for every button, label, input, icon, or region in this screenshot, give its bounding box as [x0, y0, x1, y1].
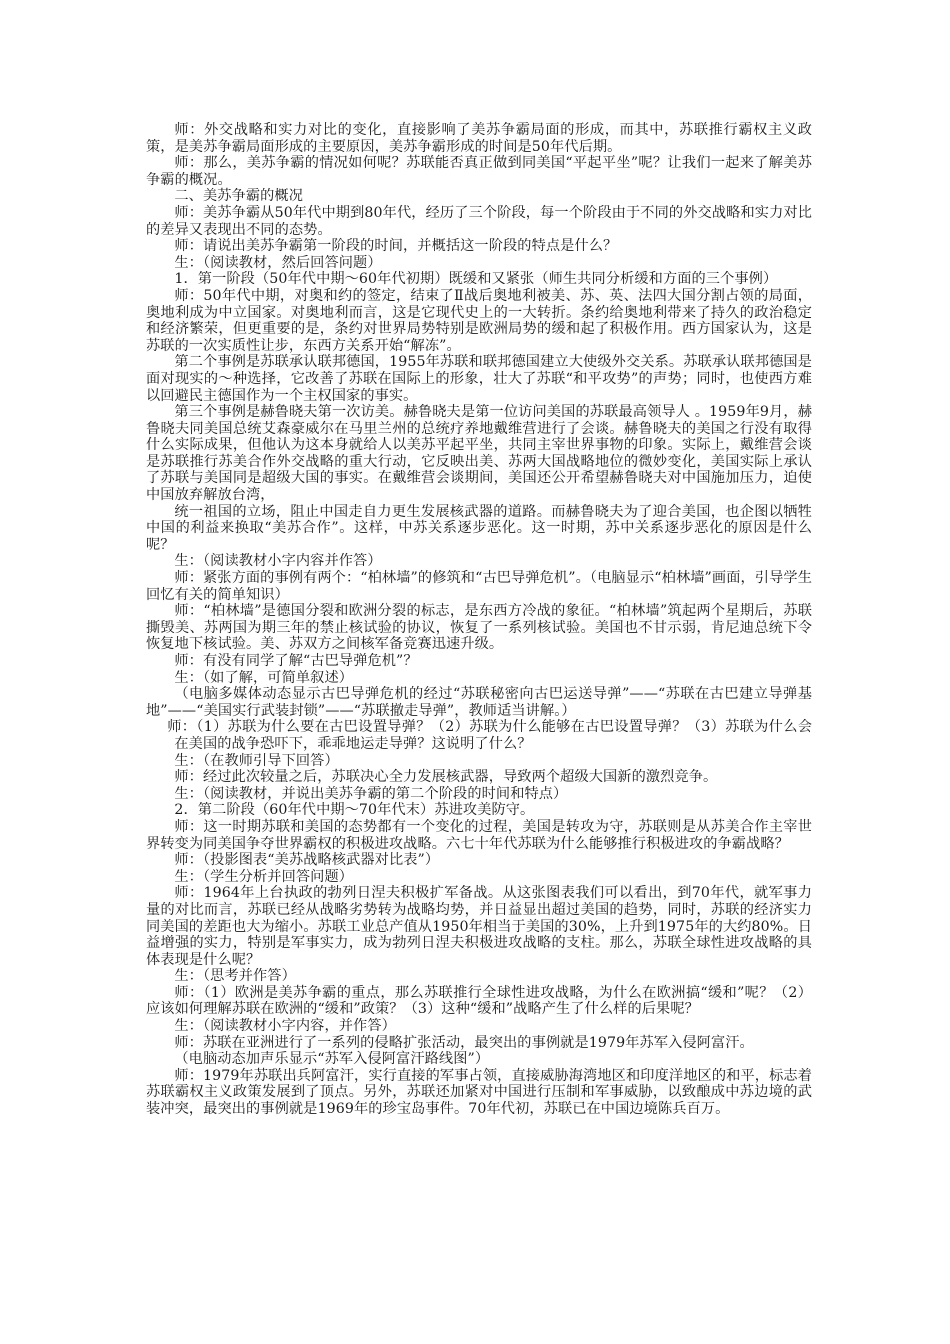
section-heading: 二、美苏争霸的概况 — [174, 188, 303, 205]
document-body — [146, 122, 812, 1118]
paragraph: （电脑多媒体动态显示古巴导弹危机的经过“苏联秘密向古巴运送导弹”——“苏联在古巴建立导弹基地”——“美国实行武装封锁”——“苏联撤走导弹”，教师适当讲解。） — [146, 686, 812, 719]
paragraph: 师：美苏争霸从50年代中期到80年代，经历了三个阶段，每一个阶段由于不同的外交战略和实力对比的差异又表现出不同的态势。 — [146, 204, 812, 238]
paragraph: 师：请说出美苏争霸第一阶段的时间，并概括这一阶段的特点是什么？ — [174, 238, 618, 255]
paragraph: 师：紧张方面的事例有两个：“柏林墙”的修筑和“古巴导弹危机”。（电脑显示“柏林墙”画面，引导学生回忆有关的简单知识） — [146, 570, 812, 603]
paragraph: 师：1979年苏联出兵阿富汗，实行直接的军事占领，直接威胁海湾地区和印度洋地区的和平，标志着苏联霸权主义政策发展到了顶点。另外，苏联还加紧对中国进行压制和军事威胁，以致酿成中苏边境的武装冲突，最突出的事例就是1969年的珍宝岛事件。70年代初，苏联已在中国边境陈兵百万。 — [146, 1067, 812, 1118]
paragraph: 生：（阅读教材小字内容，并作答） — [174, 1018, 396, 1035]
subsection-heading: 2．第二阶段（60年代中期～70年代末）苏进攻美防守。 — [174, 802, 535, 819]
paragraph: 第三个事例是赫鲁晓夫第一次访美。赫鲁晓夫是第一位访问美国的苏联最高领导人 。1959年9月，赫鲁晓夫同美国总统艾森豪威尔在马里兰州的总统疗养地戴维营进行了会谈。赫鲁晓夫的美国之行没有取得什么实际成果，但他认为这本身就给人以美苏平起平坐，共同主宰世界事物的印象。实际上，戴维营会谈是苏联推行苏美合作外交战略的重大行动，它反映出美、苏两大国战略地位的微妙变化，美国实际上承认了苏联与美国同是超级大国的事实。在戴维营会谈期间，美国还公开希望赫鲁晓夫对中国施加压力，迫使中国放弃解放台湾， — [146, 404, 812, 504]
paragraph: 师：外交战略和实力对比的变化，直接影响了美苏争霸局面的形成，而其中，苏联推行霸权主义政策，是美苏争霸局面形成的主要原因，美苏争霸形成的时间是50年代后期。 — [146, 122, 812, 155]
paragraph: 生：（阅读教材，并说出美苏争霸的第二个阶段的时间和特点） — [174, 785, 568, 802]
paragraph: 师：1964年上台执政的勃列日涅夫积极扩军备战。从这张图表我们可以看出，到70年代，就军事力量的对比而言，苏联已经从战略劣势转为战略均势，并日益显出超过美国的趋势，同时，苏联的经济实力同美国的差距也大为缩小。苏联工业总产值从1950年相当于美国的30%，上升到1975年的大约80%。日益增强的实力，特别是军事实力，成为勃列日涅夫积极进攻战略的支柱。那么，苏联全球性进攻战略的具体表现是什么呢？ — [146, 885, 812, 968]
paragraph: 师：50年代中期，对奥和约的签定，结束了Ⅱ战后奥地利被美、苏、英、法四大国分割占领的局面，奥地利成为中立国家。对奥地利而言，这是它现代史上的一大转折。条约给奥地利带来了持久的政治稳定和经济繁荣，但更重要的是，条约对世界局势特别是欧洲局势的缓和起了积极作用。西方国家认为，这是苏联的一次实质性让步，东西方关系开始“解冻”。 — [146, 287, 812, 354]
subsection-heading: 1．第一阶段（50年代中期～60年代初期）既缓和又紧张（师生共同分析缓和方面的三个事例） — [174, 271, 778, 288]
paragraph: 生：（阅读教材小字内容并作答） — [174, 553, 382, 570]
paragraph: 师：经过此次较量之后，苏联决心全力发展核武器，导致两个超级大国新的激烈竞争。 — [174, 769, 718, 786]
paragraph: 师：（1）苏联为什么要在古巴设置导弹？（2）苏联为什么能够在古巴设置导弹？（3）苏联为什么会在美国的战争恐吓下，乖乖地运走导弹？这说明了什么？ — [167, 719, 812, 752]
paragraph: 师：那么，美苏争霸的情况如何呢？苏联能否真正做到同美国“平起平坐”呢？让我们一起来了解美苏争霸的概况。 — [146, 155, 812, 188]
paragraph: 第二个事例是苏联承认联邦德国，1955年苏联和联邦德国建立大使级外交关系。苏联承认联邦德国是面对现实的～种选择，它改善了苏联在国际上的形象，壮大了苏联“和平攻势”的声势；同时，也使西方难以回避民主德国作为一个主权国家的事实。 — [146, 354, 812, 404]
paragraph: 生：（思考并作答） — [174, 968, 296, 985]
paragraph: 师：有没有同学了解“古巴导弹危机”？ — [174, 653, 418, 669]
paragraph: 师：这一时期苏联和美国的态势都有一个变化的过程，美国是转攻为守，苏联则是从苏美合作主宰世界转变为同美国争夺世界霸权的积极进攻战略。六七十年代苏联为什么能够推行积极进攻的争霸战略？ — [146, 818, 812, 852]
paragraph: 师：苏联在亚洲进行了一系列的侵略扩张活动，最突出的事例就是1979年苏军入侵阿富汗。 — [174, 1034, 754, 1051]
paragraph: 统一祖国的立场，阻止中国走自力更生发展核武器的道路。而赫鲁晓夫为了迎合美国，也企图以牺牲中国的利益来换取“美苏合作”。这样，中苏关系逐步恶化。这一时期，苏中关系逐步恶化的原因是什么呢？ — [146, 503, 812, 553]
paragraph: 师：（1）欧洲是美苏争霸的重点，那么苏联推行全球性进攻战略，为什么在欧洲搞“缓和”呢？（2）应该如何理解苏联在欧洲的“缓和”政策？（3）这种“缓和”战略产生了什么样的后果呢？ — [146, 984, 812, 1018]
paragraph: 生：（阅读教材，然后回答问题） — [174, 254, 382, 271]
paragraph: 生：（在教师引导下回答） — [174, 752, 339, 769]
paragraph: 师：“柏林墙”是德国分裂和欧洲分裂的标志，是东西方冷战的象征。“柏林墙”筑起两个星期后，苏联撕毁美、苏两国为期三年的禁止核试验的协议，恢复了一系列核试验。美国也不甘示弱，肯尼迪总统下令恢复地下核试验。美、苏双方之间核军备竞赛迅速升级。 — [146, 603, 812, 653]
paragraph: （电脑动态加声乐显示“苏军入侵阿富汗路线图”） — [174, 1051, 490, 1068]
paragraph: 生：（如了解，可简单叙述） — [174, 669, 354, 686]
paragraph: 师：（投影图表“美苏战略核武器对比表”） — [174, 852, 440, 869]
paragraph: 生：（学生分析并回答问题） — [174, 868, 354, 885]
